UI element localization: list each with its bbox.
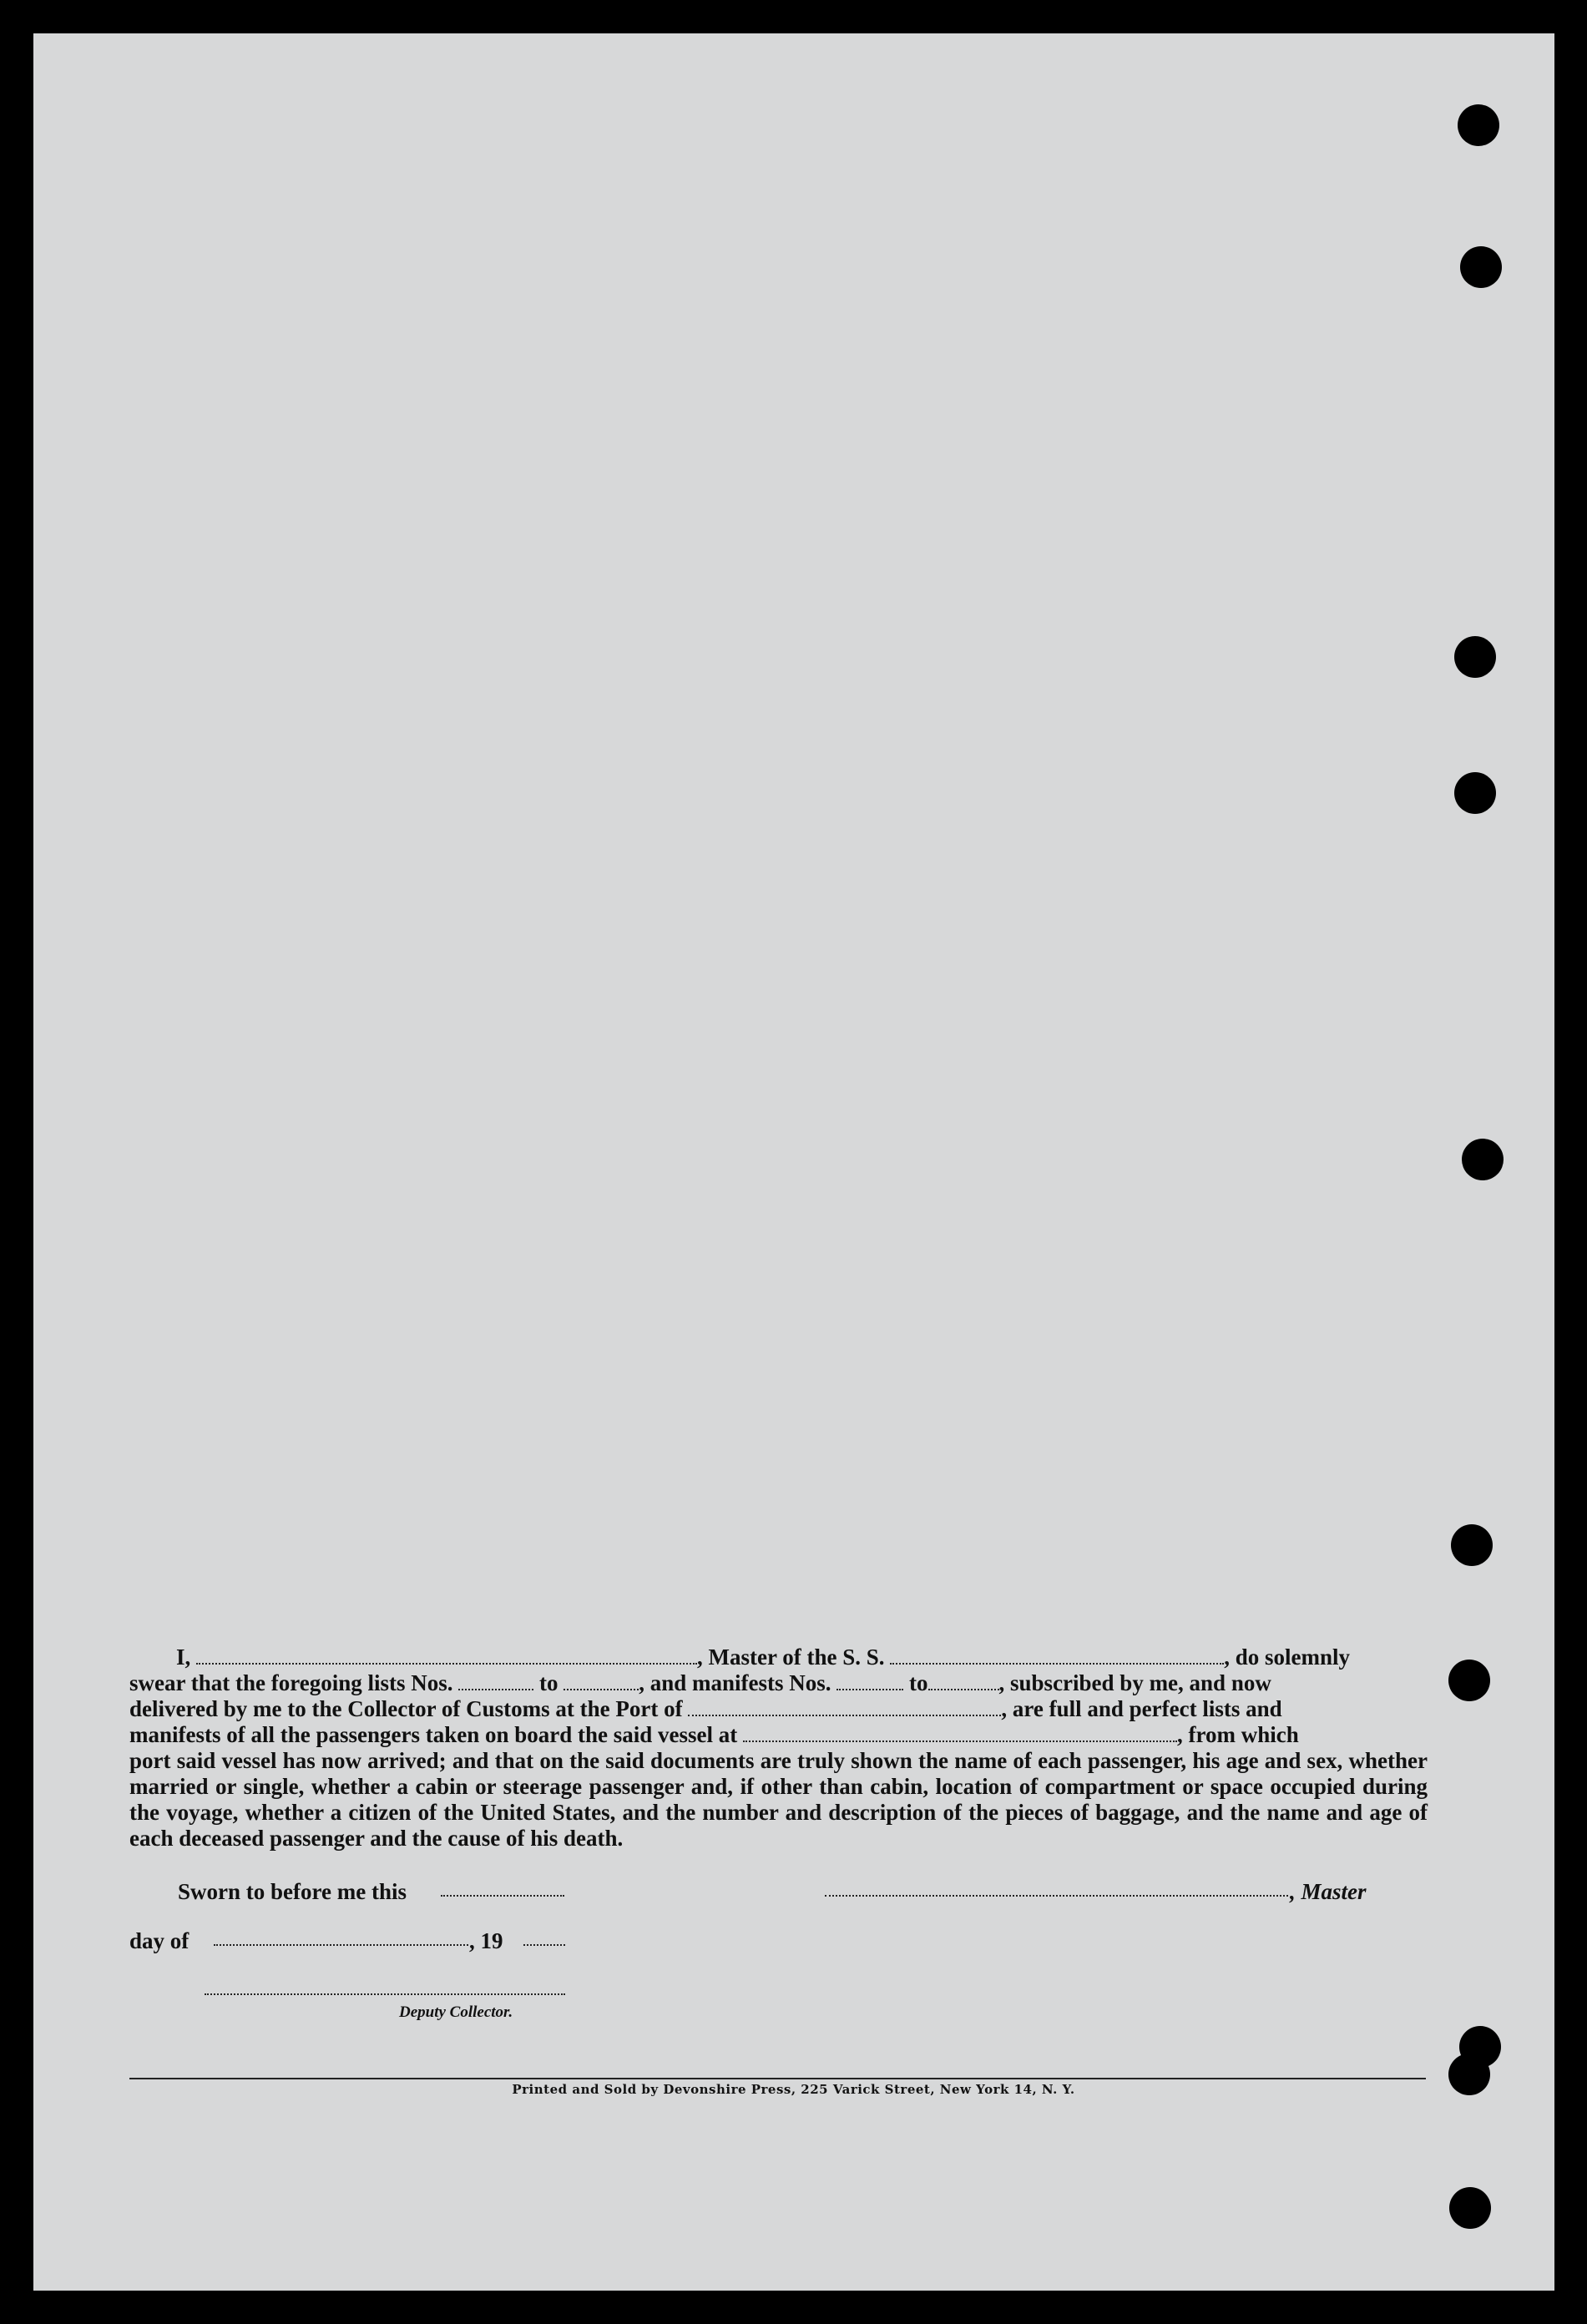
oath-paragraph (129, 1644, 1428, 1852)
oath-text-1: I, (176, 1644, 191, 1670)
oath-text-3: , do solemnly (1224, 1644, 1351, 1670)
deputy-collector-label: Deputy Collector. (399, 2003, 513, 2021)
manifests-to-field[interactable] (928, 1672, 999, 1690)
footer-rule (129, 2078, 1426, 2079)
sworn-date-field[interactable] (441, 1895, 564, 1897)
deputy-signature-field[interactable] (205, 1993, 565, 1995)
port-field[interactable] (688, 1698, 1001, 1716)
oath-text-13: port said vessel has now arrived; and that on the said documents are truly shown the name of each passenger, his age and sex, whether married or single, whether a cabin or steerage passenger and, if other than cabin, location of compartment or space occupied during the voyage, whether a citizen of the United States, and the number and description of the pieces of baggage, and the name and age of each deceased passenger and the cause of his death. (129, 1748, 1428, 1851)
oath-text-4: swear that the foregoing lists Nos. (129, 1670, 453, 1695)
oath-text-7: to (909, 1670, 928, 1695)
oath-text-2: , Master of the S. S. (697, 1644, 885, 1670)
punch-hole-6 (1451, 1524, 1493, 1566)
master-signature-field[interactable] (825, 1895, 1288, 1897)
punch-hole-3 (1454, 636, 1496, 678)
master-label: , Master (1290, 1879, 1367, 1904)
vessel-name-field[interactable] (890, 1646, 1224, 1665)
printer-imprint: Printed and Sold by Devonshire Press, 225 Varick Street, New York 14, N. Y. (512, 2082, 1075, 2097)
lists-from-field[interactable] (458, 1672, 533, 1690)
oath-text-6: , and manifests Nos. (639, 1670, 831, 1695)
oath-text-8: , subscribed by me, and now (998, 1670, 1271, 1695)
oath-text-5: to (538, 1670, 558, 1695)
punch-hole-5 (1462, 1139, 1504, 1180)
year-field[interactable] (523, 1944, 565, 1946)
oath-text-11: manifests of all the passengers taken on board the said vessel at (129, 1722, 738, 1747)
oath-text-9: delivered by me to the Collector of Customs at the Port of (129, 1696, 683, 1721)
punch-hole-2 (1460, 246, 1502, 288)
punch-hole-7 (1448, 1660, 1490, 1701)
punch-hole-10 (1449, 2187, 1491, 2229)
form-page (33, 33, 1554, 2291)
lists-to-field[interactable] (564, 1672, 639, 1690)
master-name-field[interactable] (196, 1646, 697, 1665)
embarkation-port-field[interactable] (743, 1724, 1177, 1742)
day-of-label: day of (129, 1928, 190, 1953)
punch-hole-4 (1454, 772, 1496, 814)
day-month-field[interactable] (214, 1944, 468, 1946)
sworn-label: Sworn to before me this (178, 1879, 407, 1904)
punch-hole-1 (1458, 104, 1499, 146)
manifests-from-field[interactable] (836, 1672, 903, 1690)
oath-text-10: , are full and perfect lists and (1001, 1696, 1282, 1721)
year-prefix: , 19 (469, 1928, 503, 1953)
oath-text-12: , from which (1177, 1722, 1299, 1747)
